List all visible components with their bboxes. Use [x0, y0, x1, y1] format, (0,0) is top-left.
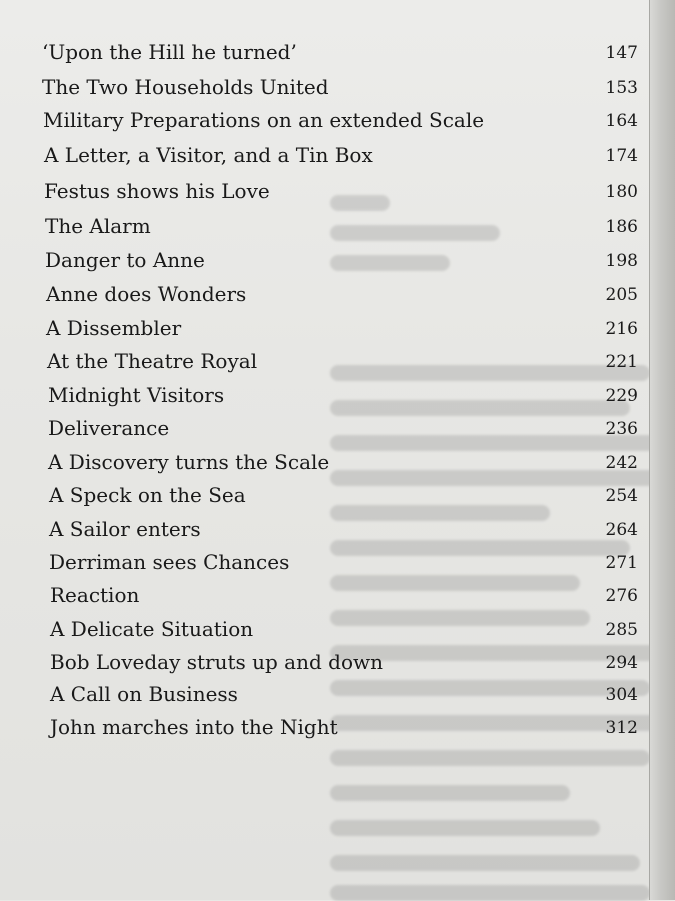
- toc-entry-page: 221: [605, 352, 638, 372]
- toc-entry-page: 254: [605, 486, 638, 506]
- toc-entry: [0, 581, 650, 611]
- toc-entry: [0, 177, 650, 207]
- toc-entry-page: 147: [605, 43, 638, 63]
- toc-entry-page: 294: [605, 653, 638, 673]
- toc-entry-title: The Two Households United: [42, 75, 329, 99]
- toc-entry-title: A Discovery turns the Scale: [48, 450, 330, 474]
- toc-entry-page: 236: [605, 419, 638, 439]
- toc-entry-title: Bob Loveday struts up and down: [50, 650, 383, 674]
- toc-entry: [0, 515, 650, 545]
- toc-entry-title: Derriman sees Chances: [49, 550, 290, 574]
- toc-entry-page: 164: [605, 111, 638, 131]
- toc-entry-title: At the Theatre Royal: [47, 349, 258, 373]
- toc-entry-title: Military Preparations on an extended Scale: [43, 108, 485, 132]
- toc-entry-title: A Delicate Situation: [50, 617, 254, 641]
- toc-entry: [0, 73, 650, 103]
- toc-entry: [0, 212, 650, 242]
- toc-entry-page: 312: [605, 718, 638, 738]
- toc-entry-page: 205: [605, 285, 638, 305]
- toc-entry-page: 276: [605, 586, 638, 606]
- toc-entry: [0, 347, 650, 377]
- toc-entry: [0, 481, 650, 511]
- toc-entry-title: John marches into the Night: [50, 715, 338, 739]
- toc-entry-page: 271: [605, 553, 638, 573]
- toc-entry-page: 186: [605, 217, 638, 237]
- toc-entry: [0, 713, 650, 743]
- toc-entry-title: ‘Upon the Hill he turned’: [42, 40, 297, 64]
- toc-entry-page: 285: [605, 620, 638, 640]
- page-edge: [649, 0, 675, 900]
- toc-entry-page: 304: [605, 685, 638, 705]
- toc-entry: [0, 648, 650, 678]
- toc-entry-page: 198: [605, 251, 638, 271]
- toc-entry-page: 153: [605, 78, 638, 98]
- toc-entry-page: 264: [605, 520, 638, 540]
- toc-entry: [0, 548, 650, 578]
- toc-entry-title: Midnight Visitors: [48, 383, 225, 407]
- toc-entry-title: Deliverance: [48, 416, 170, 440]
- toc-entry: [0, 448, 650, 478]
- toc-entry-page: 180: [605, 182, 638, 202]
- toc-entry-title: A Sailor enters: [49, 517, 201, 541]
- toc-entry-title: A Call on Business: [50, 682, 238, 706]
- toc-entry: [0, 141, 650, 171]
- toc-entry: [0, 280, 650, 310]
- toc-entry: [0, 106, 650, 136]
- toc-entry-title: Festus shows his Love: [44, 179, 270, 203]
- toc-entry-page: 216: [605, 319, 638, 339]
- toc-entry-title: Danger to Anne: [45, 248, 205, 272]
- toc-entry: [0, 314, 650, 344]
- toc-entry-title: A Letter, a Visitor, and a Tin Box: [44, 143, 373, 167]
- toc-entry-title: Anne does Wonders: [46, 282, 247, 306]
- toc-entry-page: 242: [605, 453, 638, 473]
- toc-entry-title: A Dissembler: [46, 316, 182, 340]
- toc-entry-page: 229: [605, 386, 638, 406]
- toc-entry: [0, 414, 650, 444]
- toc-entry: [0, 615, 650, 645]
- toc-entry: [0, 680, 650, 710]
- toc-entry-title: A Speck on the Sea: [49, 483, 246, 507]
- toc-entry: [0, 381, 650, 411]
- toc-entry: [0, 246, 650, 276]
- toc-entry-title: The Alarm: [45, 214, 151, 238]
- toc-entry-page: 174: [605, 146, 638, 166]
- toc-entry: [0, 38, 650, 68]
- toc-entry-title: Reaction: [50, 583, 140, 607]
